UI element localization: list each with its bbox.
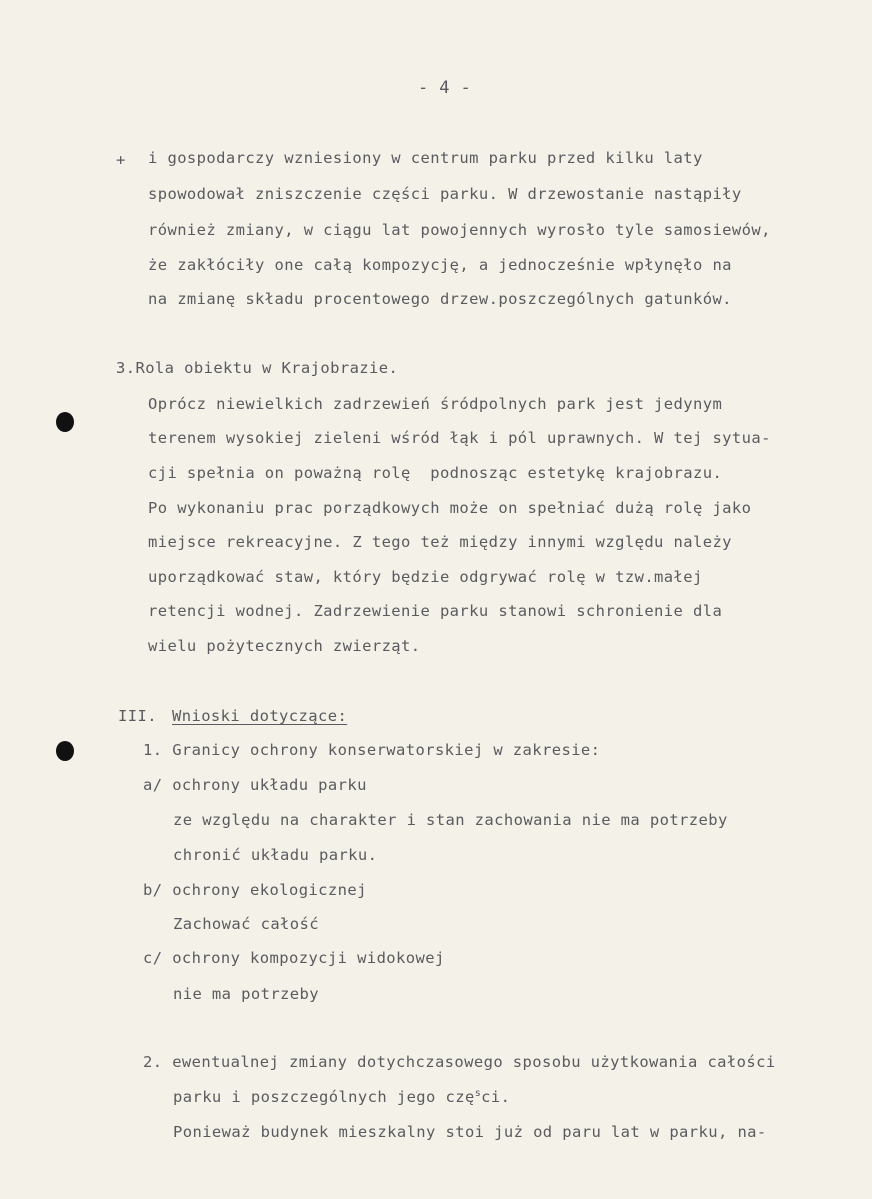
item2-line-text-b: ci.	[481, 1088, 511, 1106]
item1-label: 1. Granicy ochrony konserwatorskiej w zakresie:	[143, 741, 601, 759]
section3-line: miejsce rekreacyjne. Z tego też między innymi względu należy	[148, 533, 732, 551]
item-c-line: nie ma potrzeby	[173, 985, 319, 1003]
item2-line: Ponieważ budynek mieszkalny stoi już od paru lat w parku, na-	[173, 1123, 767, 1141]
item-a-line: ze względu na charakter i stan zachowania nie ma potrzeby	[173, 811, 728, 829]
section3-line: cji spełnia on poważną rolę podnosząc estetykę krajobrazu.	[148, 464, 723, 482]
section3-line: retencji wodnej. Zadrzewienie parku stanowi schronienie dla	[148, 602, 723, 620]
item2-line	[173, 1087, 510, 1110]
section3-line: Po wykonaniu prac porządkowych może on spełniać dużą rolę jako	[148, 499, 752, 517]
item2-superscript: s	[474, 1088, 482, 1099]
item2-line-text-a: parku i poszczególnych jego czę	[173, 1088, 475, 1106]
section3-heading: 3.Rola obiektu w Krajobrazie.	[116, 359, 399, 377]
section-iii-heading: Wnioski dotyczące:	[172, 707, 348, 725]
section3-line: wielu pożytecznych zwierząt.	[148, 637, 421, 655]
para1-line: spowodował zniszczenie części parku. W drzewostanie nastąpiły	[148, 185, 742, 203]
item-b-label: b/ ochrony ekologicznej	[143, 881, 367, 899]
section-iii-numeral: III.	[118, 707, 157, 725]
item-b-line: Zachować całość	[173, 915, 319, 933]
para1-line: również zmiany, w ciągu lat powojennych wyrosło tyle samosiewów,	[148, 221, 771, 239]
margin-mark: +	[116, 151, 126, 169]
para1-line: że zakłóciły one całą kompozycję, a jednocześnie wpłynęło na	[148, 256, 732, 274]
para1-line: na zmianę składu procentowego drzew.poszczególnych gatunków.	[148, 290, 732, 308]
page-number: - 4 -	[418, 78, 472, 98]
section3-line: uporządkować staw, który będzie odgrywać rolę w tzw.małej	[148, 568, 703, 586]
item-a-line: chronić układu parku.	[173, 846, 378, 864]
item-a-label: a/ ochrony układu parku	[143, 776, 367, 794]
item-c-label: c/ ochrony kompozycji widokowej	[143, 949, 445, 967]
punch-hole-bottom	[56, 741, 74, 761]
para1-line: i gospodarczy wzniesiony w centrum parku przed kilku laty	[148, 149, 703, 167]
section3-line: Oprócz niewielkich zadrzewień śródpolnych park jest jedynym	[148, 395, 723, 413]
section3-line: terenem wysokiej zieleni wśród łąk i pól uprawnych. W tej sytua-	[148, 429, 771, 447]
punch-hole-top	[56, 412, 74, 432]
item2-label: 2. ewentualnej zmiany dotychczasowego sposobu użytkowania całości	[143, 1053, 776, 1071]
